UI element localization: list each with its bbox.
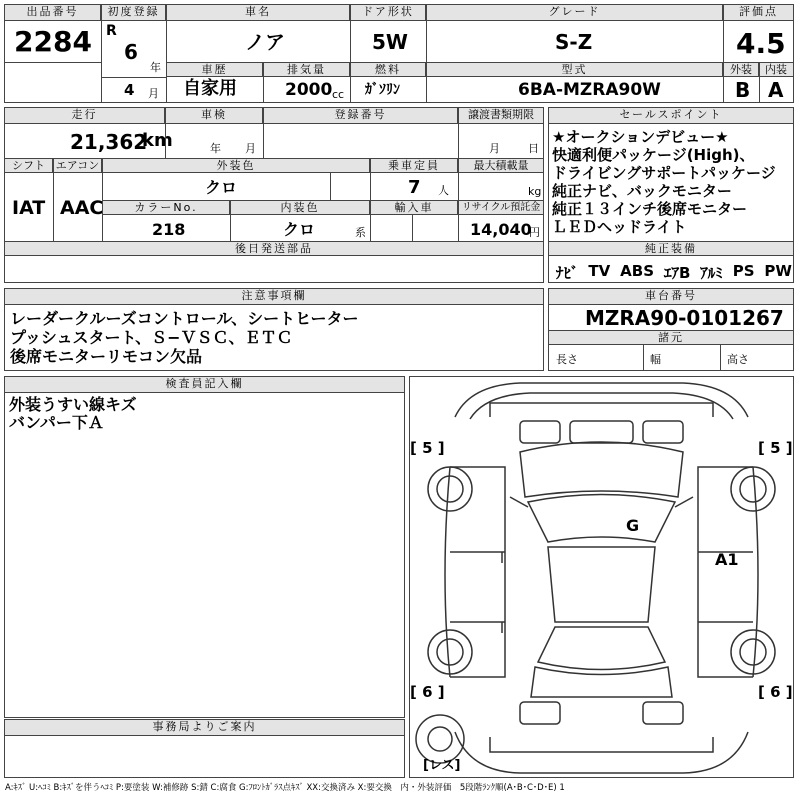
- exterior-color: クロ: [205, 178, 238, 197]
- aircon: AAC: [60, 197, 104, 219]
- sales-point: 純正１３インチ後席モニター: [552, 200, 748, 218]
- door-header: ドア形状: [351, 5, 426, 21]
- aircon-header: エアコン: [54, 159, 102, 173]
- sales-points-header: セールスポイント: [549, 108, 793, 124]
- sales-points-list: [552, 128, 792, 236]
- mileage: 21,362: [70, 130, 148, 154]
- legend: A:ｷｽﾞ U:ﾍｺﾐ B:ｷｽﾞを伴うﾍｺﾐ P:要塗装 W:補修跡 S:錆 C:腐食 G:ﾌﾛﾝﾄｶﾞﾗｽ点ｷｽﾞ XX:交換済み X:要交換 内・外装評価 5段階ﾗﾝｸ順(A･B･C･D･E) 1: [5, 783, 565, 793]
- damage-mark-g: G: [626, 516, 640, 535]
- equip-item: PW: [764, 262, 792, 280]
- equip-item: ｴｱB: [663, 264, 691, 282]
- notes-header: 注意事項欄: [5, 289, 543, 305]
- door-type: 5W: [372, 30, 408, 54]
- lot-number: 2284: [14, 25, 92, 58]
- transfer-docs-header: 譲渡書類期限: [459, 108, 543, 124]
- spare-tire-label: [レス]: [423, 758, 461, 773]
- recycle-unit: 円: [529, 226, 540, 239]
- capacity-header: 乗車定員: [371, 159, 458, 173]
- genuine-equip-header: 純正装備: [549, 242, 793, 256]
- note-line: レーダークルーズコントロール、シートヒーター: [10, 309, 359, 328]
- exterior-color-header: 外装色: [103, 159, 370, 173]
- history: 自家用: [183, 78, 237, 99]
- displacement: 2000: [285, 80, 333, 100]
- score-interior: A: [768, 78, 784, 102]
- specs-header: 諸元: [549, 331, 793, 345]
- inspector-line: バンパー下Ａ: [9, 413, 104, 432]
- shift-header: シフト: [5, 159, 53, 173]
- registration-year: 6: [124, 40, 138, 64]
- note-line: プッシュスタート、Ｓ−ＶＳＣ、ＥＴＣ: [10, 328, 293, 347]
- capacity: 7: [408, 177, 421, 198]
- transfer-day-unit: 日: [528, 142, 539, 155]
- spec-height: 高さ: [727, 353, 749, 366]
- registration-header: 初度登録: [102, 5, 166, 21]
- shift: IAT: [12, 197, 46, 219]
- grade-header: グレード: [427, 5, 723, 21]
- note-line: 後席モニターリモコン欠品: [10, 347, 203, 366]
- sales-point: ＬＥＤヘッドライト: [552, 218, 687, 236]
- car-diagram: [410, 377, 793, 777]
- inspector-line: 外装うすい線キズ: [9, 395, 137, 414]
- car-name-header: 車名: [167, 5, 350, 21]
- inspection-year-unit: 年: [210, 142, 221, 155]
- equip-item: ABS: [620, 262, 655, 280]
- score-int-header: 内装: [759, 63, 793, 77]
- transfer-month-unit: 月: [489, 142, 500, 155]
- tire-rear-left: [ 6 ]: [410, 683, 445, 701]
- tire-rear-right: [ 6 ]: [758, 683, 793, 701]
- interior-color-unit: 系: [355, 226, 366, 239]
- fuel: ｶﾞｿﾘﾝ: [365, 82, 400, 98]
- max-load-unit: kg: [528, 185, 542, 198]
- equip-item: ﾅﾋﾞ: [556, 264, 579, 282]
- fuel-header: 燃料: [351, 63, 426, 77]
- interior-color-header: 内装色: [231, 201, 370, 215]
- mileage-header: 走行: [5, 108, 165, 124]
- score: 4.5: [736, 27, 786, 60]
- registration-era: R: [106, 23, 117, 39]
- model-code-header: 型式: [427, 63, 723, 77]
- office-header: 事務局よりご案内: [5, 720, 404, 736]
- score-header: 評価点: [724, 5, 793, 21]
- color-no: 218: [152, 220, 186, 239]
- color-no-header: カラーNo.: [103, 201, 230, 215]
- genuine-equip-list: [556, 262, 792, 283]
- notes-list: [10, 309, 358, 366]
- sales-point: 純正ナビ、バックモニター: [552, 182, 732, 200]
- sales-point: 快適利便パッケージ(High)、: [552, 146, 755, 164]
- reg-number-header: 登録番号: [264, 108, 458, 124]
- displacement-unit: cc: [332, 88, 345, 101]
- sales-point: ドライビングサポートパッケージ: [552, 164, 776, 182]
- equip-item: TV: [588, 262, 611, 280]
- capacity-unit: 人: [438, 184, 449, 197]
- car-name: ノア: [245, 30, 285, 54]
- sales-point: ★オークションデビュー★: [552, 128, 729, 146]
- damage-mark-a1: A1: [715, 550, 739, 569]
- lot-header: 出品番号: [5, 5, 101, 21]
- grade: S-Z: [555, 30, 593, 54]
- inspection-month-unit: 月: [245, 142, 256, 155]
- inspector-list: [9, 396, 137, 432]
- later-parts-header: 後日発送部品: [5, 242, 543, 256]
- model-code: 6BA-MZRA90W: [518, 80, 661, 100]
- score-ext-header: 外装: [724, 63, 759, 77]
- spec-width: 幅: [650, 353, 661, 366]
- score-exterior: B: [735, 78, 751, 102]
- mileage-unit: km: [142, 130, 173, 151]
- tire-front-left: [ 5 ]: [410, 439, 445, 457]
- inspector-header: 検査員記入欄: [5, 377, 404, 393]
- inspection-header: 車検: [166, 108, 263, 124]
- registration-year-unit: 年: [150, 61, 161, 74]
- equip-item: ｱﾙﾐ: [700, 264, 723, 282]
- history-header: 車歴: [167, 63, 263, 77]
- max-load-header: 最大積載量: [459, 159, 543, 173]
- spec-length: 長さ: [556, 353, 578, 366]
- equip-item: PS: [732, 262, 755, 280]
- registration-month-unit: 月: [148, 87, 159, 100]
- interior-color: クロ: [283, 220, 316, 239]
- registration-month: 4: [124, 81, 135, 99]
- recycle-header: リサイクル預託金: [459, 201, 543, 215]
- displacement-header: 排気量: [264, 63, 350, 77]
- recycle: 14,040: [470, 220, 532, 239]
- import-header: 輸入車: [371, 201, 458, 215]
- chassis-number: MZRA90-0101267: [585, 306, 784, 330]
- chassis-header: 車台番号: [549, 289, 793, 305]
- tire-front-right: [ 5 ]: [758, 439, 793, 457]
